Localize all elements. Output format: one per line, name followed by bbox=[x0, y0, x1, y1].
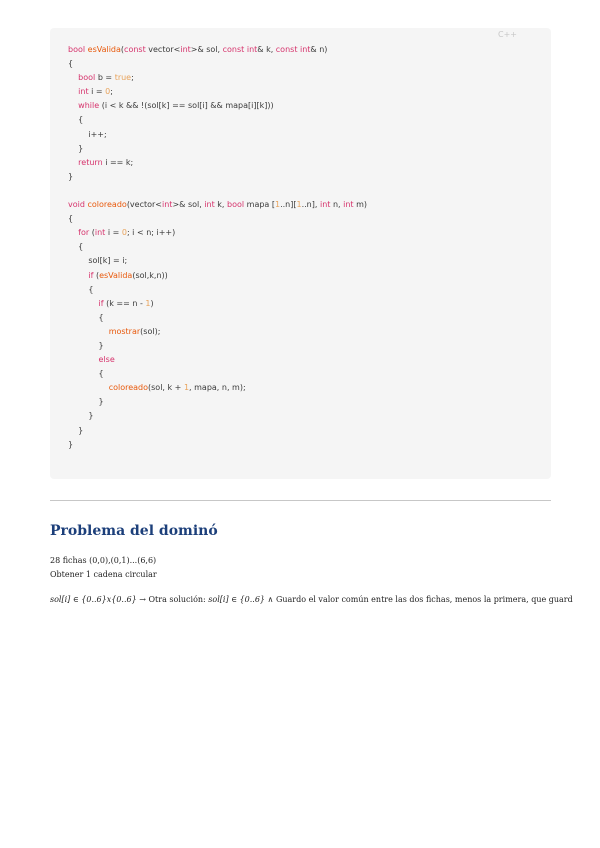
code-line bbox=[68, 409, 367, 423]
code-token: const bbox=[124, 45, 149, 54]
code-line bbox=[68, 325, 367, 339]
code-token: sol[k] = i; bbox=[68, 256, 128, 266]
code-token: } bbox=[68, 425, 84, 435]
formula-alt-solution: sol[i] ∈ {0..6} ∧ bbox=[208, 595, 276, 604]
code-line bbox=[68, 226, 367, 240]
code-line bbox=[68, 156, 367, 170]
code-token: return bbox=[78, 157, 106, 167]
code-token bbox=[68, 271, 88, 280]
code-token: coloreado bbox=[87, 200, 127, 210]
paragraph-objective: Obtener 1 cadena circular bbox=[50, 570, 157, 579]
code-token: mapa [ bbox=[246, 200, 275, 210]
code-line bbox=[68, 57, 367, 71]
code-token: n, bbox=[332, 200, 344, 210]
code-token: int bbox=[319, 200, 333, 210]
code-token bbox=[68, 327, 109, 336]
code-token: int bbox=[162, 200, 173, 210]
formula-solution-space: sol[i] ∈ {0..6}x{0..6} → bbox=[50, 595, 149, 604]
code-token: { bbox=[68, 115, 84, 125]
code-token: ( bbox=[120, 45, 125, 54]
code-token: & n) bbox=[310, 45, 328, 54]
code-token: int bbox=[78, 87, 92, 97]
code-token: { bbox=[68, 242, 84, 252]
section-heading: Problema del dominó bbox=[50, 523, 218, 539]
code-token: int bbox=[180, 45, 191, 54]
code-token: i = bbox=[91, 87, 106, 97]
code-line bbox=[68, 113, 367, 127]
code-token: bool bbox=[68, 45, 88, 54]
code-line bbox=[68, 283, 367, 297]
code-token: k, bbox=[217, 200, 228, 210]
code-token: coloreado bbox=[108, 383, 149, 393]
code-line bbox=[68, 367, 367, 381]
code-line bbox=[68, 71, 367, 85]
code-token: while bbox=[78, 101, 102, 111]
code-token: (sol); bbox=[140, 326, 161, 336]
code-token bbox=[68, 228, 78, 237]
code-token: esValida bbox=[87, 45, 121, 54]
code-language-label: C++ bbox=[498, 30, 517, 39]
code-token: int bbox=[204, 200, 218, 210]
code-token: } bbox=[68, 340, 104, 350]
code-token: 1 bbox=[145, 298, 151, 308]
code-token: >& sol, bbox=[190, 45, 223, 54]
code-token: } bbox=[68, 439, 74, 449]
code-token: m) bbox=[356, 200, 368, 210]
code-token bbox=[68, 355, 99, 364]
code-token: for bbox=[78, 228, 92, 238]
paragraph-solution bbox=[50, 595, 573, 604]
code-line bbox=[68, 311, 367, 325]
code-line bbox=[68, 297, 367, 311]
code-token: i++; bbox=[68, 129, 107, 139]
code-token: 1 bbox=[296, 200, 302, 210]
code-token: 0 bbox=[121, 228, 127, 238]
code-token: true bbox=[114, 73, 132, 83]
code-line bbox=[68, 142, 367, 156]
code-token: const int bbox=[275, 45, 311, 54]
code-token: } bbox=[68, 143, 84, 153]
code-line bbox=[68, 353, 367, 367]
code-content bbox=[68, 43, 367, 452]
code-token: ; bbox=[131, 73, 134, 83]
paragraph-fichas: 28 fichas (0,0),(0,1)...(6,6) bbox=[50, 556, 157, 565]
code-line bbox=[68, 395, 367, 409]
code-token: int bbox=[94, 228, 108, 238]
code-line bbox=[68, 438, 367, 452]
code-token: const int bbox=[222, 45, 258, 54]
code-token: void bbox=[68, 200, 88, 210]
code-line bbox=[68, 170, 367, 184]
code-token bbox=[68, 158, 78, 167]
code-token bbox=[68, 87, 78, 96]
code-token: 1 bbox=[183, 383, 190, 393]
code-line bbox=[68, 212, 367, 226]
code-token: } bbox=[68, 411, 94, 421]
code-token: & k, bbox=[257, 45, 276, 54]
code-token: ..n], bbox=[301, 200, 320, 210]
code-line bbox=[68, 128, 367, 142]
horizontal-divider bbox=[50, 500, 551, 501]
code-line bbox=[68, 240, 367, 254]
code-line bbox=[68, 269, 367, 283]
code-token: int bbox=[343, 200, 357, 210]
code-token bbox=[68, 101, 78, 110]
code-token: ; i < n; i++) bbox=[126, 228, 176, 238]
code-line bbox=[68, 424, 367, 438]
code-token: ( bbox=[91, 228, 95, 238]
code-token: { bbox=[68, 59, 74, 69]
code-line bbox=[68, 184, 367, 198]
code-token bbox=[68, 299, 99, 308]
code-line bbox=[68, 198, 367, 212]
code-token: { bbox=[68, 214, 74, 224]
code-token: b = bbox=[97, 73, 115, 83]
code-token: ..n][ bbox=[280, 200, 297, 210]
code-line bbox=[68, 43, 367, 57]
code-token: } bbox=[68, 171, 74, 181]
code-token: { bbox=[68, 284, 94, 294]
code-token: ( bbox=[95, 270, 100, 280]
code-token: (sol, k + bbox=[148, 383, 184, 393]
code-token bbox=[68, 383, 109, 392]
code-token: { bbox=[68, 369, 104, 379]
code-token: } bbox=[68, 397, 104, 407]
text-other-solution: Otra solución: bbox=[148, 595, 209, 604]
code-token: if bbox=[98, 298, 107, 308]
code-token: i == k; bbox=[105, 157, 134, 167]
code-token: ; bbox=[110, 87, 113, 97]
code-token: 1 bbox=[275, 200, 281, 210]
code-line bbox=[68, 381, 367, 395]
code-token: else bbox=[98, 355, 115, 365]
code-block bbox=[50, 28, 551, 479]
code-token: i = bbox=[107, 228, 122, 238]
code-line bbox=[68, 85, 367, 99]
code-token: (i < k && !(sol[k] == sol[i] && mapa[i][k])) bbox=[101, 101, 274, 111]
code-token: bool bbox=[227, 200, 247, 210]
code-token: , mapa, n, m); bbox=[189, 383, 246, 393]
code-token: bool bbox=[78, 73, 98, 83]
code-token: { bbox=[68, 312, 104, 322]
code-line bbox=[68, 339, 367, 353]
code-line bbox=[68, 254, 367, 268]
text-explanation: Guardo el valor común entre las dos fichas, menos la primera, que guard bbox=[275, 595, 573, 604]
code-token: if bbox=[88, 270, 96, 280]
code-token: ) bbox=[150, 298, 154, 308]
code-token: >& sol, bbox=[172, 200, 205, 210]
code-token: (k == n - bbox=[106, 298, 146, 308]
code-token bbox=[68, 73, 78, 82]
code-token: (sol,k,n)) bbox=[132, 270, 168, 280]
code-line bbox=[68, 99, 367, 113]
code-token: (vector< bbox=[126, 200, 163, 210]
code-token: vector< bbox=[148, 45, 181, 54]
code-token: 0 bbox=[105, 87, 111, 97]
code-token: esValida bbox=[99, 270, 133, 280]
code-token: mostrar bbox=[108, 326, 141, 336]
